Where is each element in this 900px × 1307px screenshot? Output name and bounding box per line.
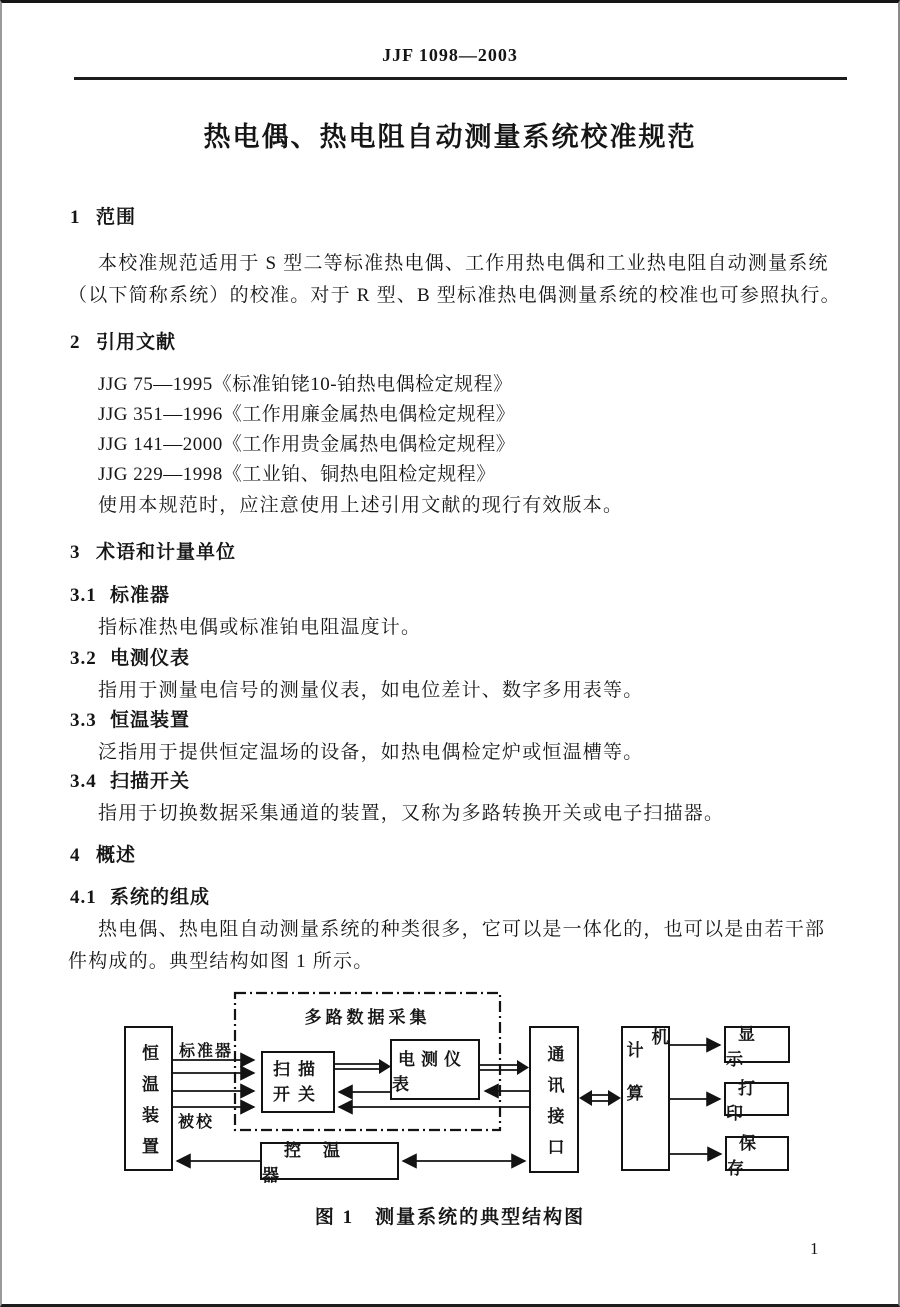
section-1-number: 1 — [70, 207, 81, 228]
doc-title: 热电偶、热电阻自动测量系统校准规范 — [203, 122, 697, 152]
multi-channel-group-label: 多路数据采集 — [304, 1008, 431, 1027]
reference-title: 《工业铂、铜热电阻检定规程》 — [222, 464, 496, 485]
wire-label-standard: 标准器 — [179, 1043, 234, 1060]
figure-caption: 图 1 测量系统的典型结构图 — [314, 1207, 586, 1228]
page-number: 1 — [810, 1239, 819, 1258]
section-4-line-1: 热电偶、热电阻自动测量系统的种类很多，它可以是一体化的，也可以是由若干部 — [98, 919, 826, 940]
scanner-switch-box: 扫描 开关 — [261, 1051, 335, 1113]
reference-code: JJG 351—1996 — [98, 404, 223, 425]
section-1-line-2: （以下简称系统）的校准。对于 R 型、B 型标准热电偶测量系统的校准也可参照执行。 — [68, 285, 841, 306]
wire-label-calibrated: 被校 — [178, 1114, 215, 1131]
doc-code: JJF 1098—2003 — [382, 45, 518, 65]
term-heading: 3.1 标准器 — [70, 585, 171, 606]
temp-controller-box: 控温器 — [260, 1142, 399, 1180]
section-2-note: 使用本规范时，应注意使用上述引用文献的现行有效版本。 — [98, 495, 624, 516]
term-heading: 3.3 恒温装置 — [70, 710, 191, 731]
reference-title: 《工作用廉金属热电偶检定规程》 — [222, 404, 516, 425]
term-definition: 指用于切换数据采集通道的装置，又称为多路转换开关或电子扫描器。 — [98, 803, 725, 824]
print-box: 打印 — [724, 1082, 789, 1116]
save-box: 保存 — [725, 1136, 789, 1171]
section-4-number: 4 — [70, 845, 81, 866]
section-4-heading: 4 概述 — [70, 845, 137, 866]
section-1-line-1: 本校准规范适用于 S 型二等标准热电偶、工作用热电偶和工业热电阻自动测量系统 — [98, 253, 829, 274]
display-box: 显示 — [724, 1026, 790, 1063]
section-2-heading: 2 引用文献 — [70, 332, 177, 353]
thermostat-box: 恒温装置 — [124, 1026, 173, 1171]
section-2-number: 2 — [70, 332, 81, 353]
reference-title: 《工作用贵金属热电偶检定规程》 — [222, 434, 516, 455]
term-heading: 3.2 电测仪表 — [70, 648, 191, 669]
reference-code: JJG 229—1998 — [98, 464, 223, 485]
reference-title: 《标准铂铑10-铂热电偶检定规程》 — [212, 374, 513, 395]
term-definition: 泛指用于提供恒定温场的设备，如热电偶检定炉或恒温槽等。 — [98, 742, 644, 763]
electrical-meter-box: 电测仪表 — [390, 1039, 480, 1100]
computer-box: 计算机 — [621, 1026, 670, 1171]
section-1-heading: 1 范围 — [70, 207, 137, 228]
reference-code: JJG 75—1995 — [98, 374, 213, 395]
reference-code: JJG 141—2000 — [98, 434, 223, 455]
term-heading: 3.4 扫描开关 — [70, 771, 191, 792]
section-3-heading: 3 术语和计量单位 — [70, 542, 237, 563]
subsection-4-1-heading: 4.1 系统的组成 — [70, 887, 211, 908]
section-4-line-2: 件构成的。典型结构如图 1 所示。 — [68, 951, 374, 972]
term-definition: 指标准热电偶或标准铂电阻温度计。 — [98, 617, 422, 638]
section-3-number: 3 — [70, 542, 81, 563]
comm-interface-box: 通讯接口 — [529, 1026, 579, 1173]
term-definition: 指用于测量电信号的测量仪表，如电位差计、数字多用表等。 — [98, 680, 644, 701]
